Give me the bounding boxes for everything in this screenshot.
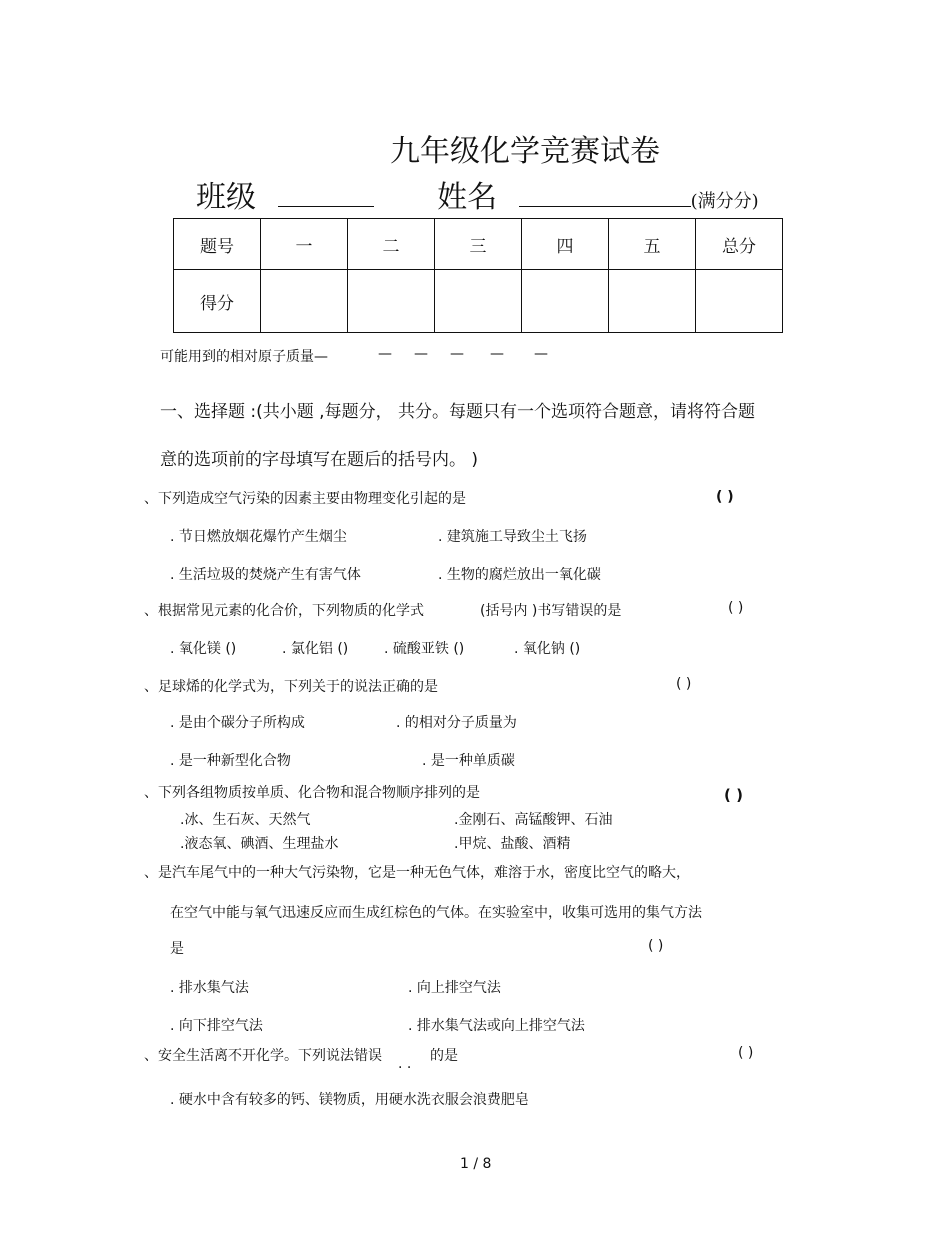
atomic-mass-label: 可能用到的相对原子质量— xyxy=(160,349,328,365)
option-d: . 是一种单质碳 xyxy=(422,753,515,769)
answer-paren: ( ) xyxy=(676,676,692,692)
score-cell[interactable] xyxy=(696,270,783,333)
question-stem: 、下列造成空气污染的因素主要由物理变化引起的是 xyxy=(144,491,466,507)
table-cell: 二 xyxy=(348,219,435,270)
table-cell: 题号 xyxy=(174,219,261,270)
table-cell: 三 xyxy=(435,219,522,270)
option-b: . 氯化铝 () xyxy=(282,641,349,657)
score-cell[interactable] xyxy=(609,270,696,333)
name-blank xyxy=(519,178,691,207)
atomic-mass-dash: — xyxy=(378,346,392,362)
class-label: 班级 xyxy=(196,180,256,215)
score-cell[interactable] xyxy=(522,270,609,333)
answer-paren: ( ) xyxy=(738,1045,754,1061)
answer-paren: ( ) xyxy=(648,938,664,954)
option-c: . 向下排空气法 xyxy=(170,1018,263,1034)
option-d: . 生物的腐烂放出一氧化碳 xyxy=(438,567,601,583)
score-cell[interactable] xyxy=(348,270,435,333)
option-c: . 是一种新型化合物 xyxy=(170,753,291,769)
question-stem-cont: (括号内 )书写错误的是 xyxy=(480,603,622,619)
question-stem: 、下列各组物质按单质、化合物和混合物顺序排列的是 xyxy=(144,785,480,801)
option-d: . 氧化钠 () xyxy=(514,641,581,657)
name-label: 姓名 xyxy=(437,180,498,215)
table-cell: 一 xyxy=(261,219,348,270)
atomic-mass-dash: — xyxy=(490,346,504,362)
option-a: . 是由个碳分子所构成 xyxy=(170,715,305,731)
option-b: . 的相对分子质量为 xyxy=(396,715,517,731)
answer-paren: ( ) xyxy=(728,600,744,616)
question-stem-cont: 在空气中能与氧气迅速反应而生成红棕色的气体。在实验室中，收集可选用的集气方法 xyxy=(170,905,702,921)
question-stem-end: 的是 xyxy=(430,1048,458,1064)
question-stem: 、足球烯的化学式为，下列关于的说法正确的是 xyxy=(144,679,438,695)
table-cell: 总分 xyxy=(696,219,783,270)
class-blank xyxy=(278,178,374,207)
section-heading: 一、选择题 :(共小题 ,每题分， 共分。每题只有一个选项符合题意，请将符合题 xyxy=(160,402,755,422)
class-name-row xyxy=(196,172,759,216)
option-c: .液态氧、碘酒、生理盐水 xyxy=(180,836,339,852)
option-b: .金刚石、高锰酸钾、石油 xyxy=(454,812,613,828)
option-d: .甲烷、盐酸、酒精 xyxy=(454,836,571,852)
option-c: . 生活垃圾的焚烧产生有害气体 xyxy=(170,567,361,583)
score-table xyxy=(173,218,783,333)
score-table-score-row xyxy=(174,270,783,333)
page-title: 九年级化学竞赛试卷 xyxy=(390,134,660,169)
emphasis-dots: . . xyxy=(398,1056,412,1072)
question-stem-cont: 是 xyxy=(170,941,184,957)
table-cell: 四 xyxy=(522,219,609,270)
score-cell[interactable] xyxy=(435,270,522,333)
table-cell: 五 xyxy=(609,219,696,270)
answer-paren: ( ) xyxy=(724,786,743,804)
option-a: . 硬水中含有较多的钙、镁物质，用硬水洗衣服会浪费肥皂 xyxy=(170,1092,529,1108)
table-cell: 得分 xyxy=(174,270,261,333)
option-b: . 建筑施工导致尘土飞扬 xyxy=(438,529,587,545)
option-a: . 氧化镁 () xyxy=(170,641,237,657)
option-a: .冰、生石灰、天然气 xyxy=(180,812,311,828)
score-table-header-row xyxy=(174,219,783,270)
option-d: . 排水集气法或向上排空气法 xyxy=(408,1018,585,1034)
atomic-mass-dash: — xyxy=(534,346,548,362)
question-stem: 、安全生活离不开化学。下列说法错误 xyxy=(144,1048,382,1064)
page-number: 1 / 8 xyxy=(460,1156,492,1172)
option-b: . 向上排空气法 xyxy=(408,980,501,996)
score-cell[interactable] xyxy=(261,270,348,333)
atomic-mass-dash: — xyxy=(414,346,428,362)
question-stem: 、是汽车尾气中的一种大气污染物，它是一种无色气体，难溶于水，密度比空气的略大， xyxy=(144,865,690,881)
section-heading-cont: 意的选项前的字母填写在题后的括号内。 ) xyxy=(160,450,479,470)
option-a: . 节日燃放烟花爆竹产生烟尘 xyxy=(170,529,347,545)
option-a: . 排水集气法 xyxy=(170,980,249,996)
atomic-mass-dash: — xyxy=(450,346,464,362)
question-stem: 、根据常见元素的化合价，下列物质的化学式 xyxy=(144,603,424,619)
answer-paren: ( ) xyxy=(716,489,734,505)
full-mark: (满分分) xyxy=(690,191,759,212)
option-c: . 硫酸亚铁 () xyxy=(384,641,465,657)
